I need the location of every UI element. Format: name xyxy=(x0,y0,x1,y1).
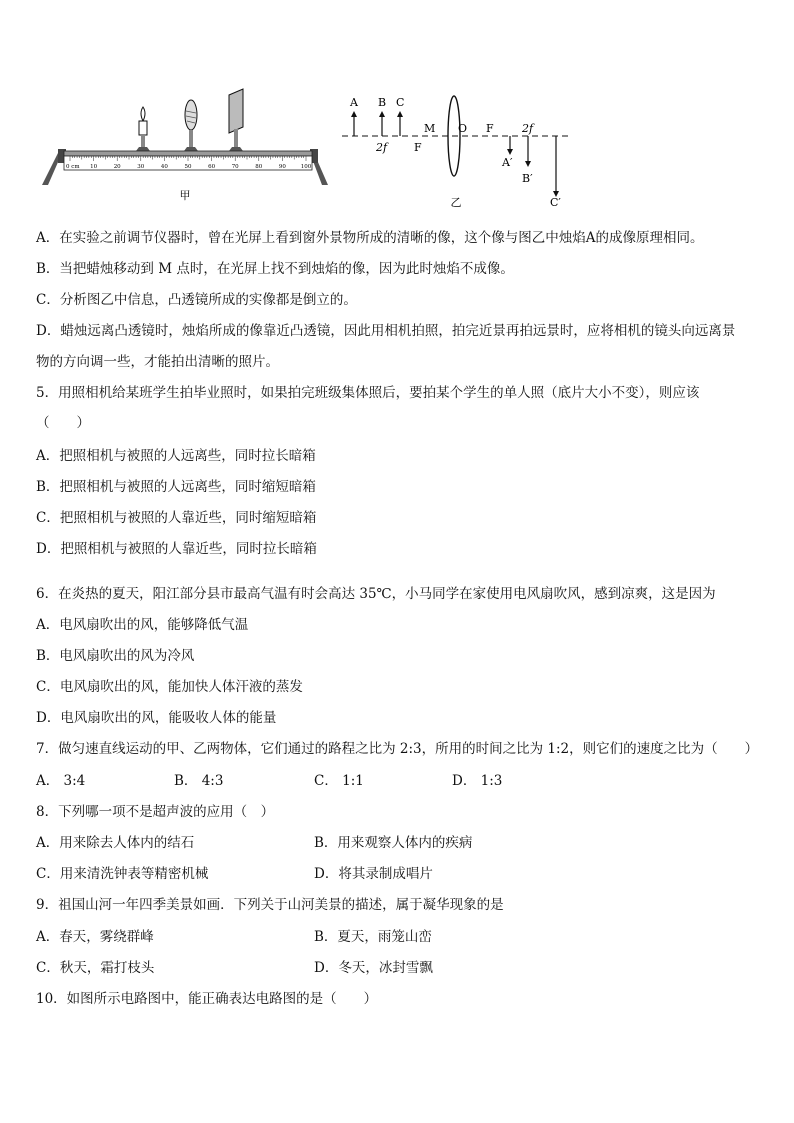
q5-option-d: D．把照相机与被照的人靠近些，同时拉长暗箱 xyxy=(36,541,317,557)
q6-option-b: B．电风扇吹出的风为冷风 xyxy=(36,648,195,664)
label-A: A xyxy=(350,96,358,109)
q7-stem: 7．做匀速直线运动的甲、乙两物体，它们通过的路程之比为 2:3，所用的时间之比为 1:2，则它们的速度之比为（ ） xyxy=(36,741,759,757)
q4-option-d-line2: 物的方向调一些，才能拍出清晰的照片。 xyxy=(36,354,279,370)
q7-option-b: B． 4:3 xyxy=(174,773,224,789)
q6-stem: 6．在炎热的夏天，阳江部分县市最高气温有时会高达 35℃，小马同学在家使用电风扇吹风，感到凉爽，这是因为 xyxy=(36,586,716,602)
ruler-tick-label: 50 xyxy=(184,164,192,170)
q7-option-a: A． 3:4 xyxy=(36,773,86,789)
q7-option-d: D． 1:3 xyxy=(452,773,503,789)
label-M: M xyxy=(424,122,436,135)
q5-option-b: B．把照相机与被照的人远离些，同时缩短暗箱 xyxy=(36,479,316,495)
q4-option-c: C．分析图乙中信息，凸透镜所成的实像都是倒立的。 xyxy=(36,292,357,308)
q6-option-a: A．电风扇吹出的风，能够降低气温 xyxy=(36,617,249,633)
q4-option-d-line1: D．蜡烛远离凸透镜时，烛焰所成的像靠近凸透镜，因此用相机拍照，拍完近景再拍远景时，应将相机的镜头向远离景 xyxy=(36,323,736,339)
q9-option-a: A．春天，雾绕群峰 xyxy=(36,929,154,945)
ruler-tick-label: 20 xyxy=(113,164,121,170)
ruler-tick-label: 40 xyxy=(160,164,168,170)
label-O: O xyxy=(458,122,468,135)
label-A-prime: A′ xyxy=(502,156,513,169)
q6-option-c: C．电风扇吹出的风，能加快人体汗液的蒸发 xyxy=(36,679,303,695)
q5-stem: 5．用照相机给某班学生拍毕业照时，如果拍完班级集体照后，要拍某个学生的单人照（底片大小不变），则应该 xyxy=(36,385,700,401)
q9-stem: 9．祖国山河一年四季美景如画．下列关于山河美景的描述，属于凝华现象的是 xyxy=(36,897,504,913)
ruler-tick-label: 30 xyxy=(137,164,145,170)
label-B: B xyxy=(378,96,387,109)
q7-option-c: C． 1:1 xyxy=(314,773,364,789)
light-screen xyxy=(229,89,243,151)
ruler-tick-label: 10 xyxy=(90,164,98,170)
q10-stem: 10．如图所示电路图中，能正确表达电路图的是（ ） xyxy=(36,991,378,1007)
ruler-tick-label: 90 xyxy=(278,164,286,170)
q8-option-b: B．用来观察人体内的疾病 xyxy=(314,835,473,851)
q9-option-c: C．秋天，霜打枝头 xyxy=(36,960,155,976)
label-C-prime: C′ xyxy=(550,196,561,209)
ruler-tick-label: 60 xyxy=(208,164,216,170)
label-F-left: F xyxy=(414,141,422,154)
candle xyxy=(136,107,150,151)
q8-option-c: C．用来清洗钟表等精密机械 xyxy=(36,866,209,882)
q5-option-c: C．把照相机与被照的人靠近些，同时缩短暗箱 xyxy=(36,510,317,526)
q5-option-a: A．把照相机与被照的人远离些，同时拉长暗箱 xyxy=(36,448,316,464)
ruler-tick-label: 70 xyxy=(231,164,239,170)
label-C: C xyxy=(396,96,405,109)
optical-bench-figure xyxy=(40,85,330,210)
label-2f-right: 2f xyxy=(522,122,534,135)
ruler-unit-label: 0 cm xyxy=(66,164,80,170)
image-formation-diagram xyxy=(338,88,578,213)
ruler-tick-label: 80 xyxy=(255,164,263,170)
q4-option-b: B．当把蜡烛移动到 M 点时，在光屏上找不到烛焰的像，因为此时烛焰不成像。 xyxy=(36,261,514,277)
q8-option-d: D．将其录制成唱片 xyxy=(314,866,433,882)
q8-option-a: A．用来除去人体内的结石 xyxy=(36,835,195,851)
label-B-prime: B′ xyxy=(522,172,533,185)
q6-option-d: D．电风扇吹出的风，能吸收人体的能量 xyxy=(36,710,277,726)
q5-answer-bracket: （ ） xyxy=(36,415,90,431)
label-2f-left: 2f xyxy=(376,141,388,154)
q8-stem: 8．下列哪一项不是超声波的应用（ ） xyxy=(36,804,275,820)
q4-option-a: A．在实验之前调节仪器时，曾在光屏上看到窗外景物所成的清晰的像，这个像与图乙中烛焰A的成像原理相同。 xyxy=(36,230,704,246)
ruler-tick-label: 100 xyxy=(300,164,312,170)
figure-yi-caption: 乙 xyxy=(450,196,462,209)
q9-option-b: B．夏天，雨笼山峦 xyxy=(314,929,432,945)
figure-jia-caption: 甲 xyxy=(179,189,191,202)
convex-lens xyxy=(184,100,198,151)
q9-option-d: D．冬天，冰封雪飘 xyxy=(314,960,433,976)
bench-ruler xyxy=(42,149,328,185)
label-F-right: F xyxy=(486,122,494,135)
